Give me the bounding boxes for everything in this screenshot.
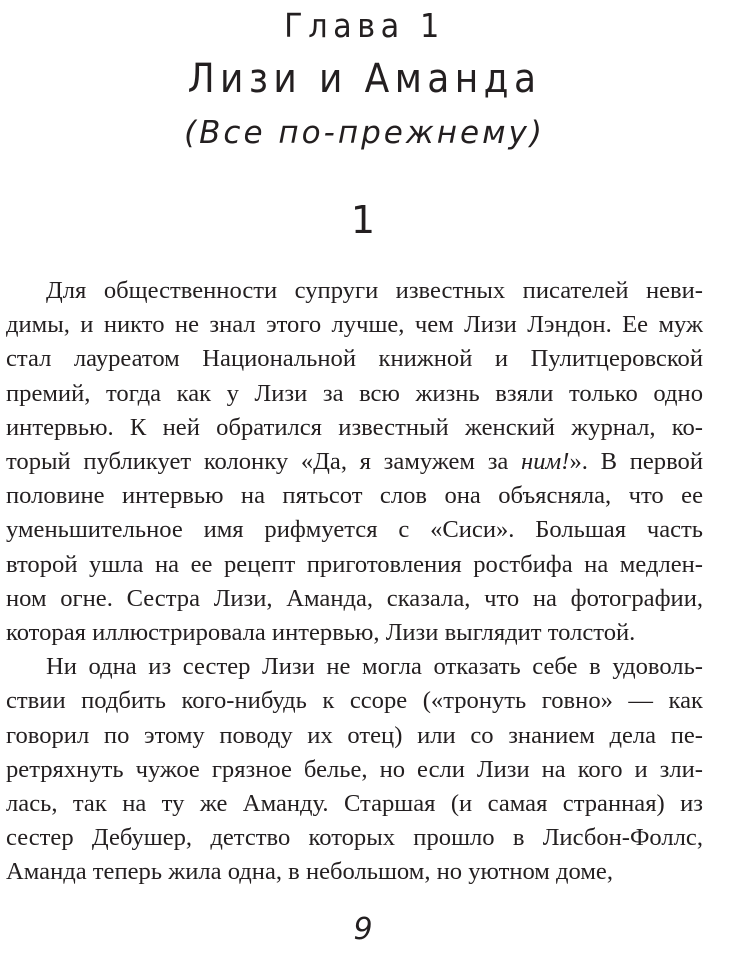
text-line: Для общественности супруги известных писателей неви- (46, 277, 703, 304)
text-line: которая иллюстрировала интервью, Лизи выглядит толстой. (6, 619, 636, 647)
text-line: ретряхнуть чужое грязное белье, но если Лизи на кого и зли- (6, 755, 703, 783)
text-line: Ни одна из сестер Лизи не могла отказать себе в удоволь- (46, 653, 703, 681)
chapter-title: Лизи и Аманда (187, 56, 542, 102)
text-line: димы, и никто не знал этого лучше, чем Лизи Лэндон. Ее муж (6, 311, 703, 339)
page-number: 9 (353, 912, 376, 947)
chapter-subtitle: (Все по-прежнему) (184, 115, 545, 151)
text-line: уменьшительное имя рифмуется с «Сиси». Большая часть (6, 516, 703, 544)
text-line: говорил по этому поводу их отец) или со знанием дела пе- (6, 721, 703, 749)
chapter-number: Глава 1 (284, 6, 445, 45)
text-line: второй ушла на ее рецепт приготовления ростбифа на медлен- (6, 550, 703, 578)
text-line: Аманда теперь жила одна, в небольшом, но уютном доме, (6, 858, 613, 886)
text-line: стал лауреатом Национальной книжной и Пулитцеровской (6, 345, 703, 373)
paragraph-2 (6, 650, 703, 889)
section-number: 1 (350, 198, 379, 242)
text-line: половине интервью на пятьсот слов она объясняла, что ее (6, 482, 703, 510)
text-line: сестер Дебушер, детство которых прошло в Лисбон-Фоллс, (6, 824, 703, 852)
paragraph-1 (6, 274, 703, 650)
text-line: ном огне. Сестра Лизи, Аманда, сказала, что на фотографии, (6, 584, 703, 612)
text-line: премий, тогда как у Лизи за всю жизнь взяли только одно (6, 379, 703, 407)
text-line: ствии подбить кого-нибудь к ссоре («тронуть говно» — как (6, 687, 703, 715)
body-text (6, 274, 703, 890)
text-line: лась, так на ту же Аманду. Старшая (и самая странная) из (6, 790, 703, 818)
text-line: торый публикует колонку «Да, я замужем за ним!». В первой (6, 448, 703, 476)
text-line: интервью. К ней обратился известный женский журнал, ко- (6, 413, 703, 441)
